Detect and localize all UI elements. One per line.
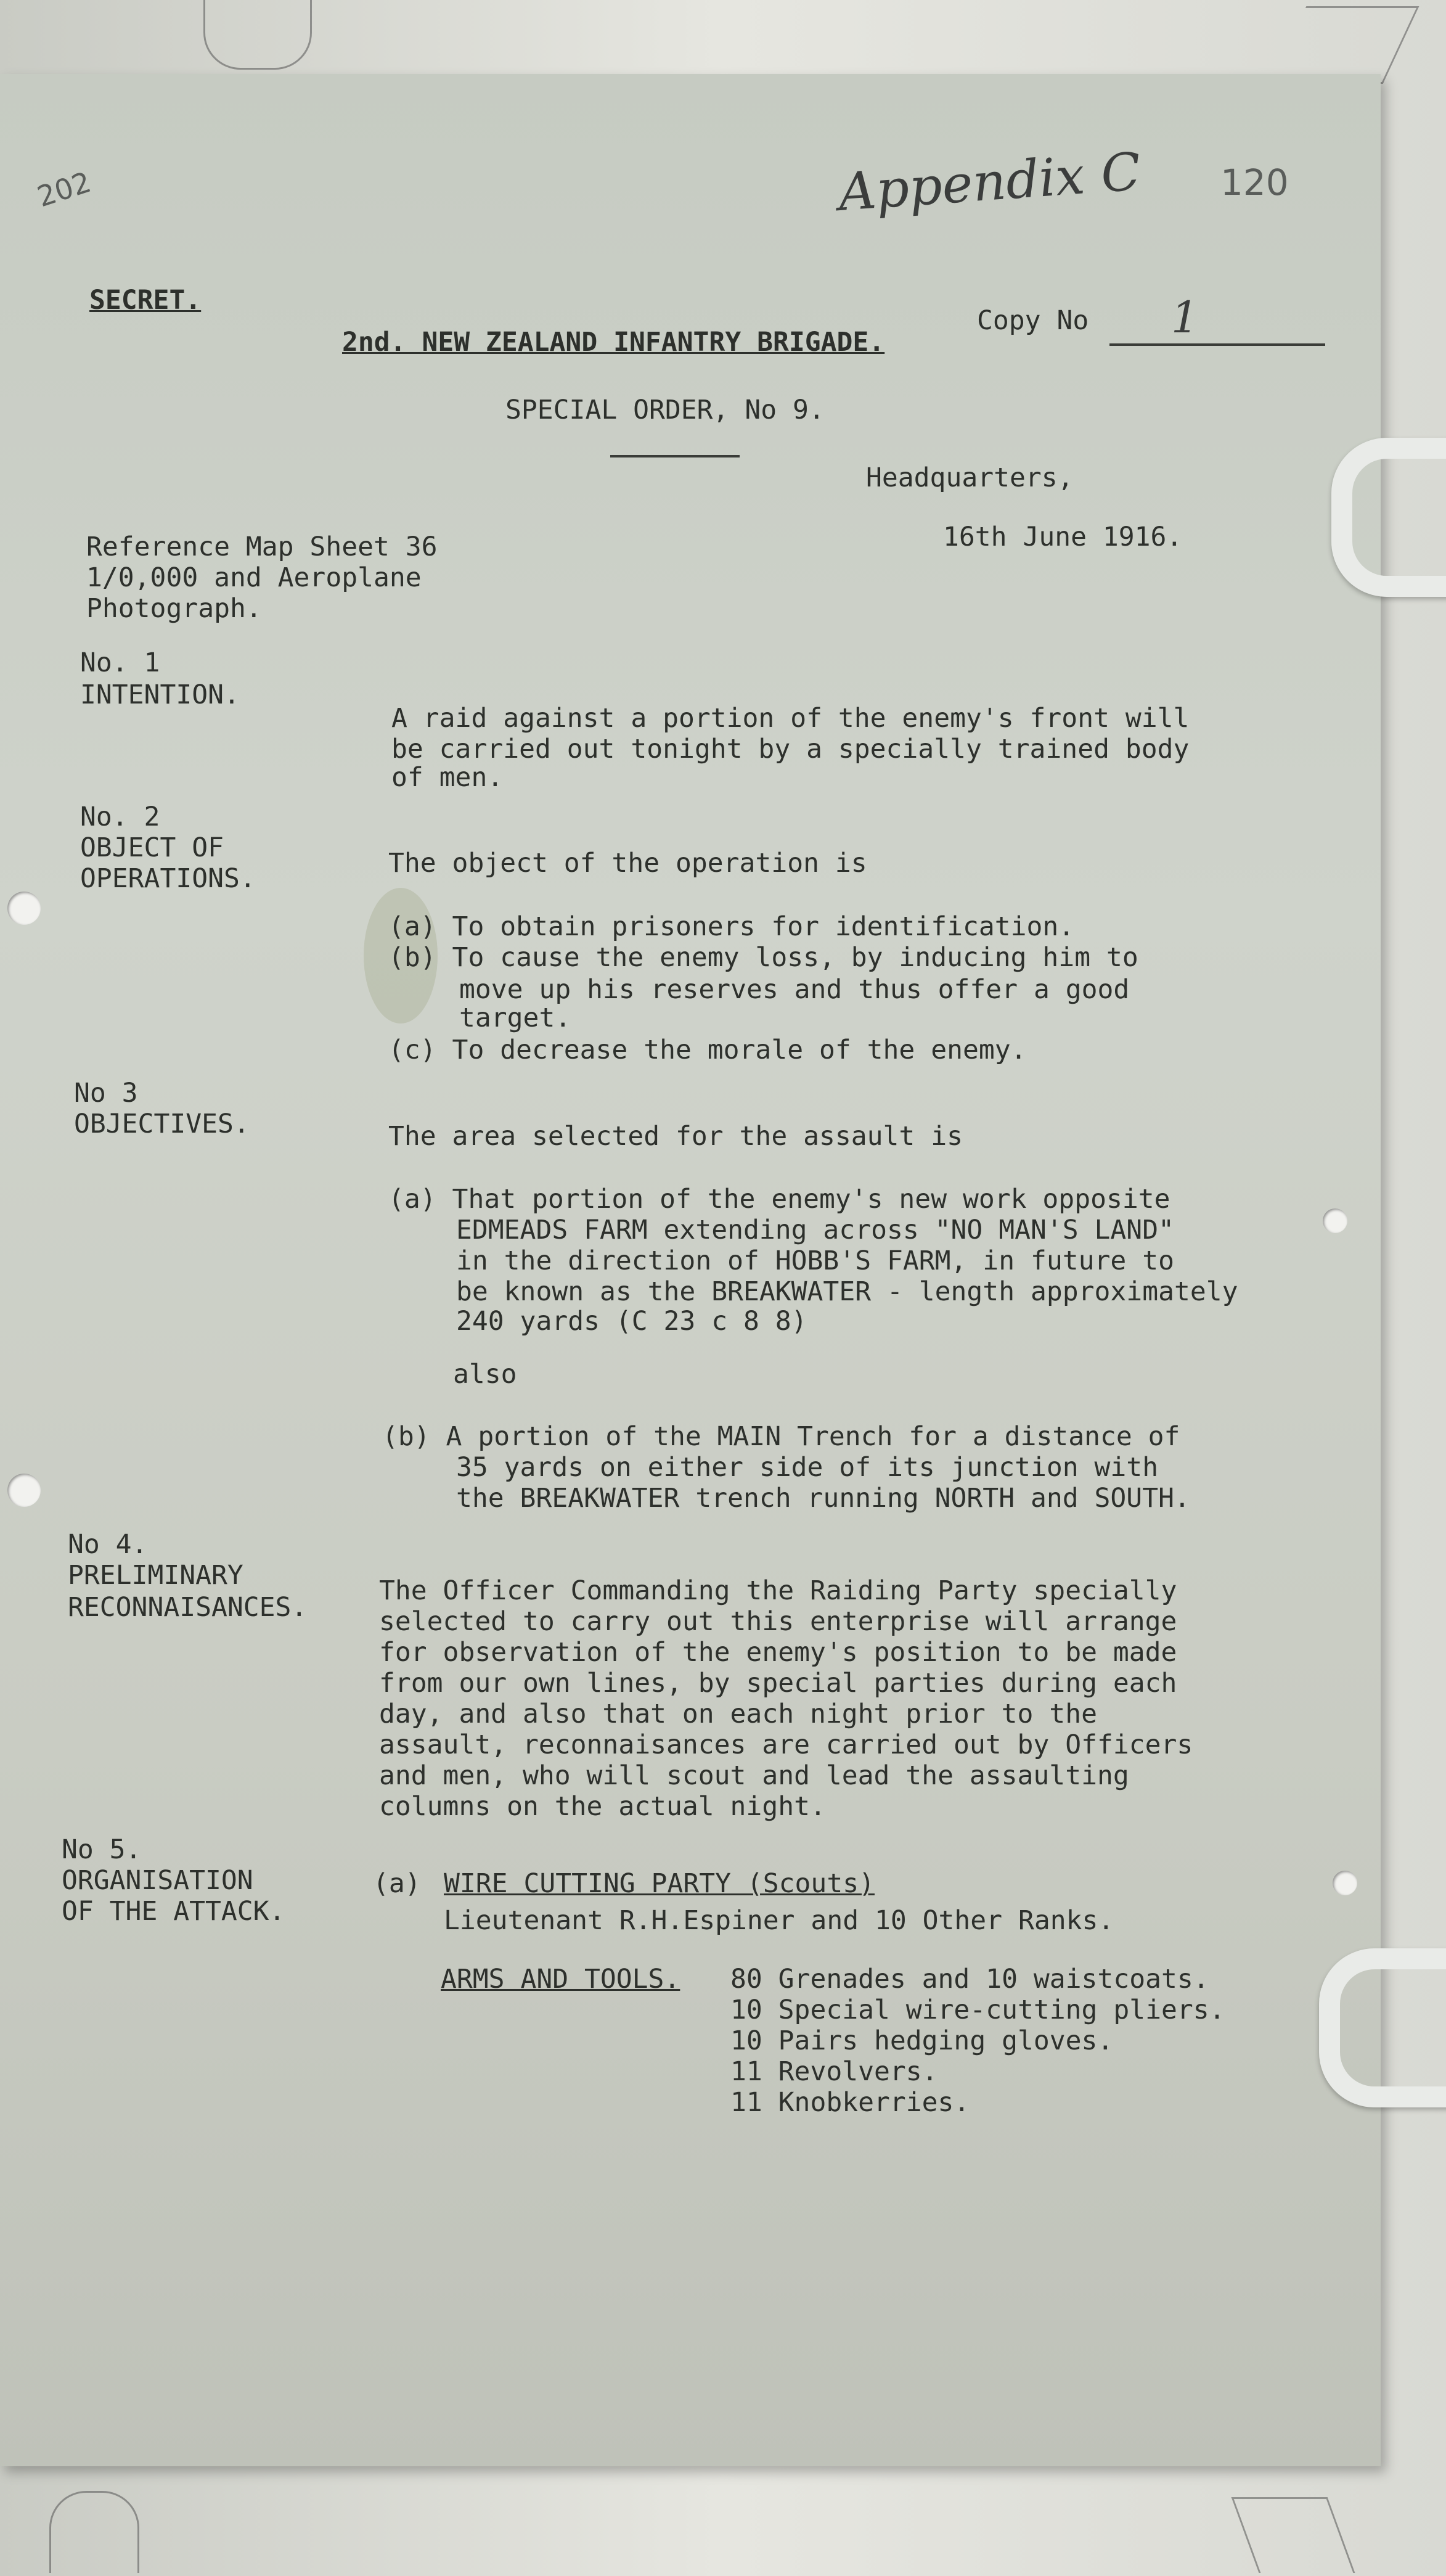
section-4-line-5: day, and also that on each night prior to the [379, 1699, 1097, 1729]
section-5-title-1: ORGANISATION [62, 1865, 253, 1896]
punch-hole-4 [1333, 1871, 1357, 1895]
section-5-title-2: OF THE ATTACK. [62, 1896, 285, 1927]
section-3-item-b-2: 35 yards on either side of its junction with [456, 1452, 1159, 1483]
section-2-title-2: OPERATIONS. [80, 863, 256, 894]
section-2-item-b-2: move up his reserves and thus offer a good [459, 974, 1130, 1005]
order-title: SPECIAL ORDER, No 9. [505, 395, 825, 425]
section-5-party: WIRE CUTTING PARTY (Scouts) [444, 1868, 875, 1899]
section-5-number: No 5. [62, 1834, 142, 1865]
section-4-number: No 4. [68, 1529, 148, 1560]
section-3-item-a-1: (a) That portion of the enemy's new work opposite [388, 1184, 1170, 1215]
section-3-number: No 3 [74, 1078, 138, 1109]
section-4-line-6: assault, reconnaisances are carried out by Officers [379, 1729, 1193, 1760]
section-3-intro: The area selected for the assault is [388, 1121, 963, 1152]
section-4-title-1: PRELIMINARY [68, 1560, 243, 1591]
pencil-sketch-top-left [203, 0, 312, 70]
section-3-item-b-3: the BREAKWATER trench running NORTH and SOUTH. [456, 1483, 1190, 1514]
reference-line-1: Reference Map Sheet 36 [86, 531, 438, 562]
section-2-item-b-1: (b) To cause the enemy loss, by inducing him to [388, 942, 1138, 973]
unit-title: 2nd. NEW ZEALAND INFANTRY BRIGADE. [342, 327, 885, 358]
section-1-title: INTENTION. [80, 679, 240, 710]
section-1-line-3: of men. [391, 762, 504, 793]
section-1-number: No. 1 [80, 647, 160, 678]
section-5-arms-label: ARMS AND TOOLS. [441, 1964, 680, 1995]
section-5-party-detail: Lieutenant R.H.Espiner and 10 Other Ranks. [444, 1905, 1114, 1936]
order-date: 16th June 1916. [943, 522, 1183, 552]
section-2-item-a: (a) To obtain prisoners for identification. [388, 911, 1075, 942]
section-3-item-a-3: in the direction of HOBB'S FARM, in future to [456, 1245, 1174, 1276]
pencil-sketch-bottom-left [49, 2491, 139, 2573]
section-4-line-3: for observation of the enemy's position to be made [379, 1637, 1177, 1668]
section-5-item-2: 10 Special wire-cutting pliers. [730, 1995, 1225, 2025]
section-1-line-2: be carried out tonight by a specially trained body [391, 734, 1190, 765]
section-5-item-3: 10 Pairs hedging gloves. [730, 2025, 1114, 2056]
section-1-line-1: A raid against a portion of the enemy's front will [391, 703, 1190, 734]
section-3-item-a-2: EDMEADS FARM extending across "NO MAN'S LAND" [456, 1215, 1174, 1245]
section-4-line-8: columns on the actual night. [379, 1791, 826, 1822]
section-5-item-4: 11 Revolvers. [730, 2056, 938, 2087]
copy-label: Copy No [977, 305, 1089, 336]
section-5-party-prefix: (a) [373, 1868, 421, 1899]
section-5-item-1: 80 Grenades and 10 waistcoats. [730, 1964, 1209, 1995]
punch-hole-3 [1323, 1208, 1347, 1233]
section-4-line-1: The Officer Commanding the Raiding Party specially [379, 1575, 1177, 1606]
section-4-line-2: selected to carry out this enterprise will arrange [379, 1606, 1177, 1637]
section-5-item-5: 11 Knobkerries. [730, 2087, 970, 2118]
section-3-title: OBJECTIVES. [74, 1109, 250, 1139]
secret-marking: SECRET. [89, 285, 202, 316]
section-3-item-b-1: (b) A portion of the MAIN Trench for a distance of [382, 1421, 1180, 1452]
corner-marks: 202 [33, 165, 96, 214]
reference-line-3: Photograph. [86, 593, 262, 624]
section-2-number: No. 2 [80, 802, 160, 832]
section-4-line-4: from our own lines, by special parties during each [379, 1668, 1177, 1699]
headquarters: Headquarters, [866, 462, 1074, 493]
section-2-item-b-3: target. [459, 1003, 571, 1033]
binder-tie-bottom [1319, 1948, 1446, 2107]
copy-number-line [1109, 343, 1325, 346]
section-3-also: also [453, 1359, 517, 1390]
punch-hole-1 [7, 892, 41, 925]
binder-tie-top [1331, 438, 1446, 597]
section-2-item-c: (c) To decrease the morale of the enemy. [388, 1035, 1027, 1065]
section-4-title-2: RECONNAISANCES. [68, 1592, 308, 1623]
folio-number: 120 [1220, 162, 1289, 203]
punch-hole-2 [7, 1474, 41, 1507]
reference-line-2: 1/0,000 and Aeroplane [86, 562, 422, 593]
section-3-item-a-4: be known as the BREAKWATER - length approximately [456, 1276, 1238, 1307]
section-4-line-7: and men, who will scout and lead the assaulting [379, 1760, 1129, 1791]
section-3-item-a-5: 240 yards (C 23 c 8 8) [456, 1306, 807, 1337]
title-rule [610, 455, 740, 457]
section-2-title-1: OBJECT OF [80, 832, 224, 863]
appendix-annotation: Appendix C [836, 141, 1143, 223]
copy-number: 1 [1171, 292, 1199, 343]
section-2-intro: The object of the operation is [388, 848, 867, 879]
